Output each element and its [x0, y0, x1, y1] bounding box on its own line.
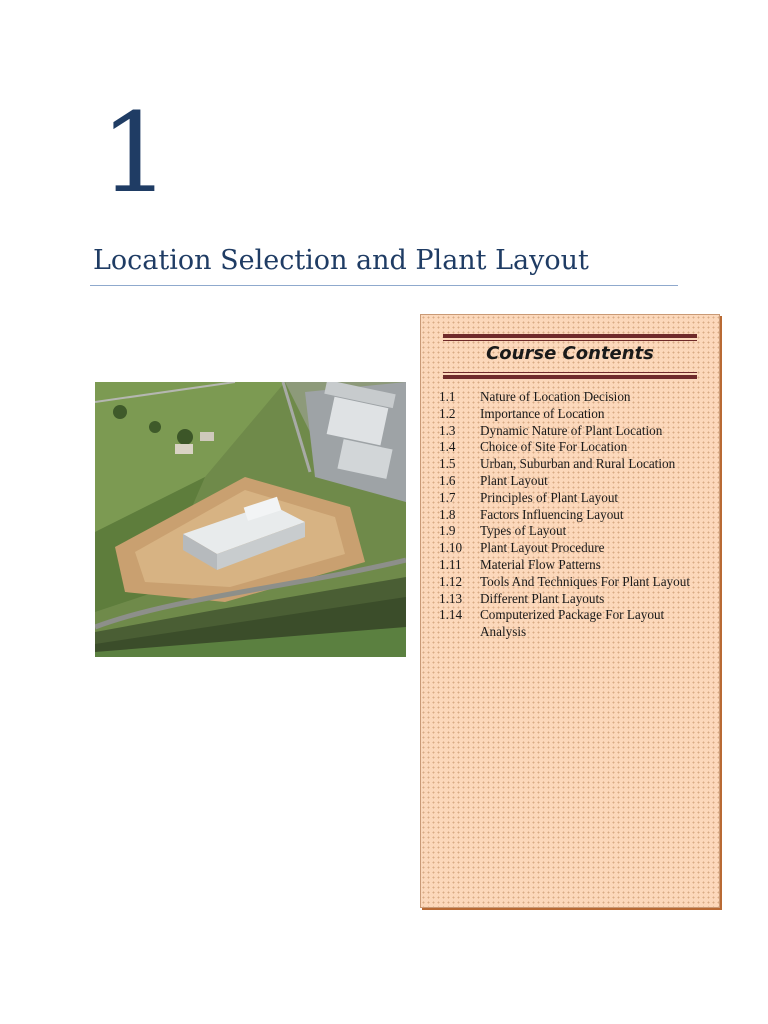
item-text: Urban, Suburban and Rural Location: [480, 456, 676, 472]
item-number: 1.9: [439, 523, 456, 539]
item-number: 1.2: [439, 405, 456, 421]
item-text: Different Plant Layouts: [480, 590, 605, 606]
item-text: Material Flow Patterns: [480, 556, 601, 572]
item-text: Choice of Site For Location: [480, 439, 628, 455]
list-item: [439, 389, 709, 406]
item-number: 1.11: [439, 556, 462, 572]
list-item: [439, 507, 709, 524]
list-item: [439, 523, 709, 540]
aerial-construction-site-photo: [95, 382, 406, 657]
item-text: Plant Layout: [480, 472, 548, 488]
item-number: 1.8: [439, 506, 456, 522]
title-rule: [90, 285, 678, 286]
item-number: 1.3: [439, 422, 456, 438]
item-number: 1.6: [439, 472, 456, 488]
list-item: [439, 557, 709, 574]
list-item: [439, 607, 709, 641]
list-item: [439, 490, 709, 507]
chapter-title: Location Selection and Plant Layout: [93, 245, 589, 276]
contents-rule-bottom: [443, 372, 697, 379]
list-item: [439, 456, 709, 473]
item-text: Principles of Plant Layout: [480, 489, 619, 505]
item-number: 1.1: [439, 389, 456, 404]
item-text: Nature of Location Decision: [480, 389, 631, 404]
item-number: 1.14: [439, 607, 463, 623]
list-item: [439, 574, 709, 591]
item-text: Plant Layout Procedure: [480, 540, 605, 556]
item-number: 1.13: [439, 590, 463, 606]
item-text: Computerized Package For Layout Analysis: [480, 607, 665, 640]
list-item: [439, 473, 709, 490]
chapter-number: 1: [100, 89, 170, 217]
list-item: [439, 540, 709, 557]
item-text: Factors Influencing Layout: [480, 506, 624, 522]
photo-illustration: [95, 382, 406, 657]
item-text: Dynamic Nature of Plant Location: [480, 422, 663, 438]
list-item: [439, 423, 709, 440]
list-item: [439, 439, 709, 456]
item-number: 1.5: [439, 456, 456, 472]
course-contents-box: [420, 314, 720, 908]
list-item: [439, 591, 709, 608]
item-text: Types of Layout: [480, 523, 567, 539]
list-item: [439, 406, 709, 423]
item-number: 1.10: [439, 540, 463, 556]
contents-rule-top: [443, 334, 697, 341]
item-text: Importance of Location: [480, 405, 605, 421]
item-number: 1.7: [439, 489, 456, 505]
item-text: Tools And Techniques For Plant Layout: [480, 573, 690, 589]
item-number: 1.4: [439, 439, 456, 455]
course-contents-heading: Course Contents: [486, 343, 654, 364]
item-number: 1.12: [439, 573, 463, 589]
contents-list: [439, 389, 709, 641]
